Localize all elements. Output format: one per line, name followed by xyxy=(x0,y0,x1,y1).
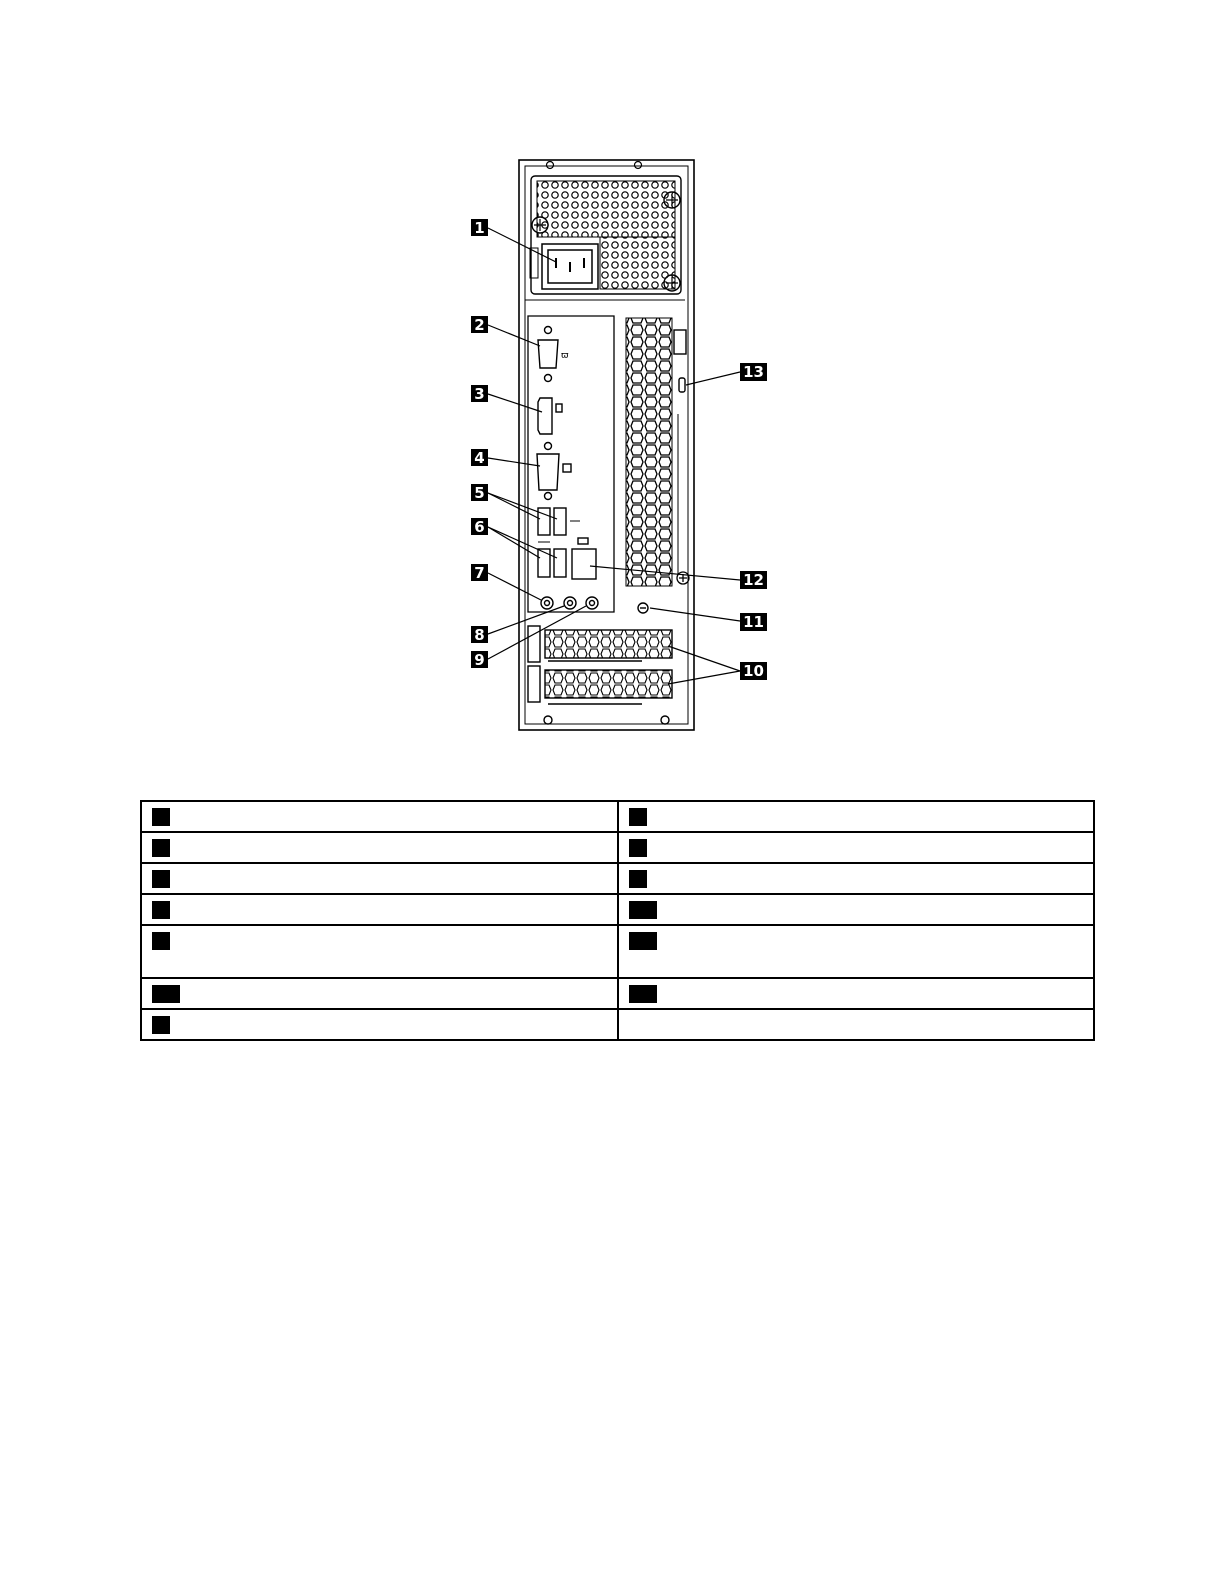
ethernet-port-icon xyxy=(572,538,596,579)
svg-text:6: 6 xyxy=(474,518,485,536)
legend-row xyxy=(141,832,1094,863)
security-lock-slot-icon xyxy=(679,378,685,392)
legend-callout-badge: 2 xyxy=(152,839,170,857)
legend-cell xyxy=(618,832,1095,863)
usb2-ports-icon xyxy=(538,542,566,577)
legend-cell xyxy=(618,978,1095,1009)
legend-row xyxy=(141,863,1094,894)
padlock-loop-icon xyxy=(674,330,686,354)
legend-cell xyxy=(618,801,1095,832)
legend-callout-badge: 13 xyxy=(629,985,657,1003)
callout-7 xyxy=(471,564,488,582)
callout-legend-table xyxy=(140,800,1095,1041)
callout-2 xyxy=(471,316,488,334)
legend-callout-badge: 12 xyxy=(152,985,180,1003)
power-supply xyxy=(530,162,681,295)
legend-callout-badge: 4 xyxy=(152,901,170,919)
callout-6 xyxy=(471,518,488,536)
legend-cell xyxy=(141,801,618,832)
legend-row xyxy=(141,801,1094,832)
callout-9 xyxy=(471,651,488,669)
callout-3 xyxy=(471,385,488,403)
displayport-icon xyxy=(538,398,562,434)
legend-callout-badge: 9 xyxy=(629,870,647,888)
legend-cell xyxy=(618,1009,1095,1040)
legend-callout-badge: 3 xyxy=(152,870,170,888)
svg-text:13: 13 xyxy=(743,363,764,381)
usb3-ports-icon xyxy=(538,508,580,535)
svg-text:3: 3 xyxy=(474,385,485,403)
svg-text:4: 4 xyxy=(474,449,485,467)
pci-card-slots xyxy=(528,626,672,724)
svg-text:12: 12 xyxy=(743,571,764,589)
svg-text:8: 8 xyxy=(474,626,485,644)
serial-port-icon xyxy=(538,327,569,382)
svg-text:10: 10 xyxy=(743,662,764,680)
svg-text:11: 11 xyxy=(743,613,764,631)
legend-cell xyxy=(618,894,1095,925)
svg-text:ϖ: ϖ xyxy=(561,351,569,361)
callout-12 xyxy=(740,571,767,589)
audio-jacks-icon xyxy=(541,597,598,609)
legend-callout-badge: 7 xyxy=(629,808,647,826)
chassis-right-rail xyxy=(678,414,688,574)
legend-row xyxy=(141,1009,1094,1040)
legend-cell xyxy=(618,863,1095,894)
legend-cell xyxy=(141,925,618,978)
computer-rear-view-diagram xyxy=(0,0,1224,790)
ventilation-grille xyxy=(626,318,672,586)
svg-text:2: 2 xyxy=(474,316,485,334)
legend-callout-badge: 1 xyxy=(152,808,170,826)
callout-8 xyxy=(471,626,488,644)
power-connector-icon xyxy=(542,244,598,289)
callout-13 xyxy=(740,363,767,381)
legend-callout-badge: 6 xyxy=(152,1016,170,1034)
legend-cell xyxy=(141,1009,618,1040)
legend-cell xyxy=(141,978,618,1009)
legend-row xyxy=(141,894,1094,925)
legend-row xyxy=(141,925,1094,978)
svg-text:1: 1 xyxy=(474,219,485,237)
legend-callout-badge: 11 xyxy=(629,932,657,950)
cable-lock-slot-icon xyxy=(638,603,648,613)
legend-callout-badge: 5 xyxy=(152,932,170,950)
callout-4 xyxy=(471,449,488,467)
legend-body xyxy=(141,801,1094,1040)
svg-text:9: 9 xyxy=(474,651,485,669)
svg-text:5: 5 xyxy=(474,484,485,502)
legend-cell xyxy=(141,894,618,925)
legend-cell xyxy=(618,925,1095,978)
callout-10 xyxy=(740,662,767,680)
legend-cell xyxy=(141,863,618,894)
vga-port-icon xyxy=(537,443,571,500)
legend-cell xyxy=(141,832,618,863)
legend-row xyxy=(141,978,1094,1009)
svg-text:7: 7 xyxy=(474,564,485,582)
legend-callout-badge: 8 xyxy=(629,839,647,857)
callout-1 xyxy=(471,219,488,237)
callout-11 xyxy=(740,613,767,631)
legend-callout-badge: 10 xyxy=(629,901,657,919)
callout-5 xyxy=(471,484,488,502)
